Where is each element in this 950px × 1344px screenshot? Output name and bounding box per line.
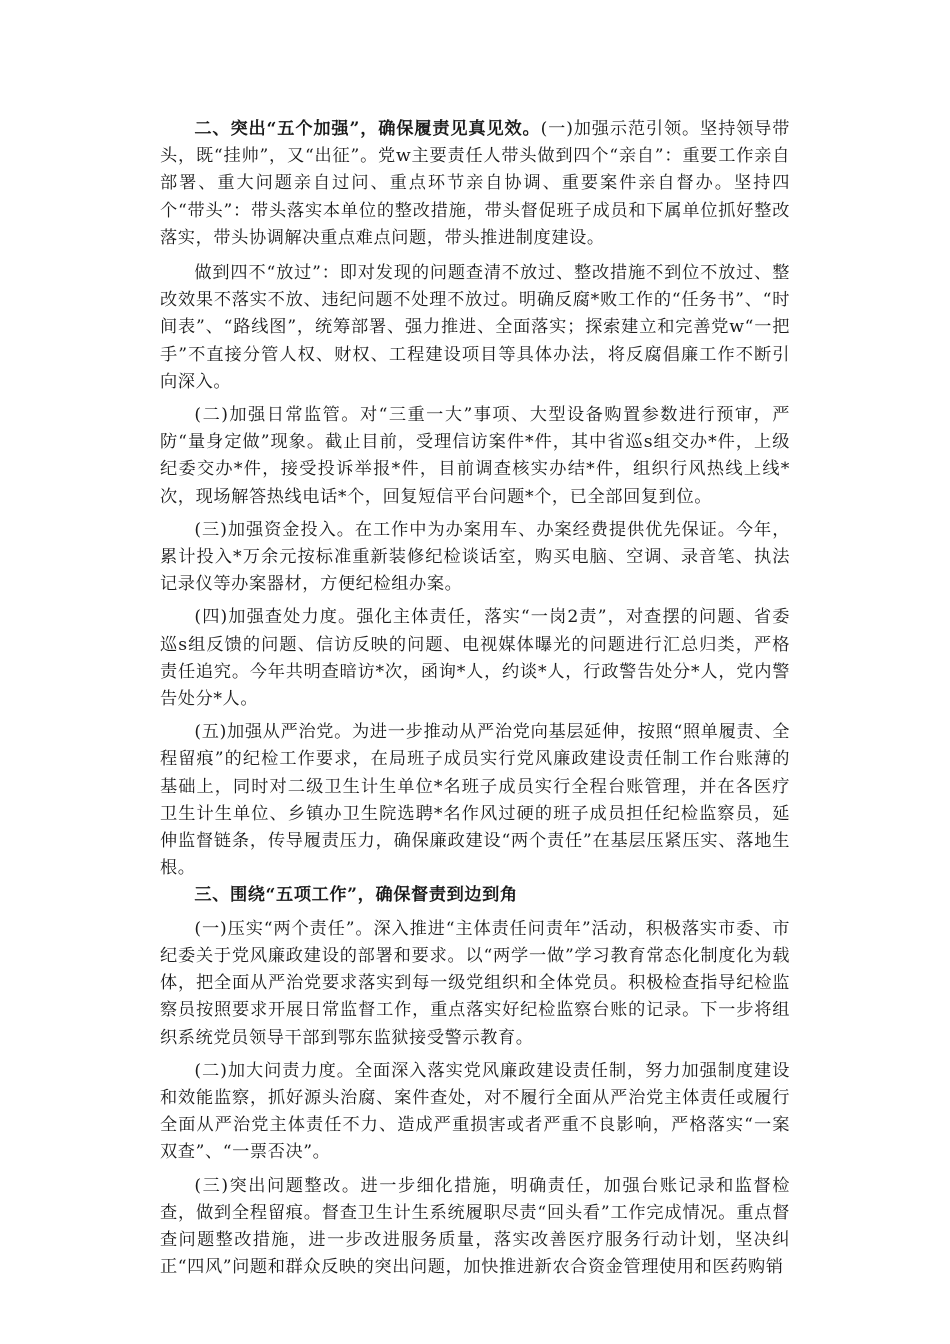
section3-paragraph-3: (三)突出问题整改。进一步细化措施，明确责任，加强台账记录和监督检查，做到全程留痕。督查卫生计生系统履职尽责“回头看”工作完成情况。重点督查问题整改措施，进一步改进服务质量，落实改善医疗服务行动计划，坚决纠正“四风”问题和群众反映的突出问题，加快推进新农合资金管理使用和医药购销 bbox=[160, 1175, 790, 1278]
section2-paragraph-4: (三)加强资金投入。在工作中为办案用车、办案经费提供优先保证。今年，累计投入*万余元按标准重新装修纪检谈话室，购买电脑、空调、录音笔、执法记录仪等办案器材，方便纪检组办案。 bbox=[160, 519, 790, 595]
section2-paragraph-6: (五)加强从严治党。为进一步推动从严治党向基层延伸，按照“照单履责、全程留痕”的纪检工作要求，在局班子成员实行党风廉政建设责任制工作台账薄的基础上，同时对二级卫生计生单位*名班子成员实行全程台账管理，并在各医疗卫生计生单位、乡镇办卫生院选聘*名作风过硬的班子成员担任纪检监察员，延伸监督链条，传导履责压力，确保廉政建设“两个责任”在基层压紧压实、落地生根。 bbox=[160, 722, 790, 879]
section3-paragraph-1: (一)压实“两个责任”。深入推进“主体责任问责年”活动，积极落实市委、市纪委关于党风廉政建设的部署和要求。以“两学一做”学习教育常态化制度化为载体，把全面从严治党要求落实到每一级党组织和全体党员。积极检查指导纪检监察员按照要求开展日常监督工作，重点落实好纪检监察台账的记录。下一步将组织系统党员领导干部到鄂东监狱接受警示教育。 bbox=[160, 918, 790, 1048]
section2-heading: 二、突出“五个加强”，确保履责见真见效。 bbox=[194, 119, 541, 139]
section2-paragraph-2: 做到四不“放过”：即对发现的问题查清不放过、整改措施不到位不放过、整改效果不落实不放、违纪问题不处理不放过。明确反腐*败工作的“任务书”、“时间表”、“路线图”，统筹部署、强力推进、全面落实；探索建立和完善党w“一把手”不直接分管人权、财权、工程建设项目等具体办法，将反腐倡廉工作不断引向深入。 bbox=[160, 263, 790, 392]
section2-paragraph-1 bbox=[160, 116, 790, 252]
section2-paragraph-5: (四)加强查处力度。强化主体责任，落实“一岗2责”，对查摆的问题、省委巡s组反馈的问题、信访反映的问题、电视媒体曝光的问题进行汇总归类，严格责任追究。今年共明查暗访*次，函询*人，约谈*人，行政警告处分*人，党内警告处分*人。 bbox=[160, 607, 790, 710]
section2-paragraph-1-body: (一)加强示范引领。坚持领导带头，既“挂帅”，又“出征”。党w主要责任人带头做到四个“亲自”：重要工作亲自部署、重大问题亲自过问、重点环节亲自协调、重要案件亲自督办。坚持四个“带头”：带头落实本单位的整改措施，带头督促班子成员和下属单位抓好整改落实，带头协调解决重点难点问题，带头推进制度建设。 bbox=[160, 119, 790, 248]
section2-paragraph-3: (二)加强日常监管。对“三重一大”事项、大型设备购置参数进行预审，严防“量身定做”现象。截止目前，受理信访案件*件，其中省巡s组交办*件，上级纪委交办*件，接受投诉举报*件，目前调查核实办结*件，组织行风热线上线*次，现场解答热线电话*个，回复短信平台问题*个，已全部回复到位。 bbox=[160, 405, 790, 507]
section3-paragraph-2: (二)加大问责力度。全面深入落实党风廉政建设责任制，努力加强制度建设和效能监察，抓好源头治腐、案件查处，对不履行全面从严治党主体责任或履行全面从严治党主体责任不力、造成严重损害或者严重不良影响，严格落实“一案双查”、“一票否决”。 bbox=[160, 1060, 790, 1163]
section3-heading: 三、围绕“五项工作”，确保督责到边到角 bbox=[194, 885, 518, 906]
